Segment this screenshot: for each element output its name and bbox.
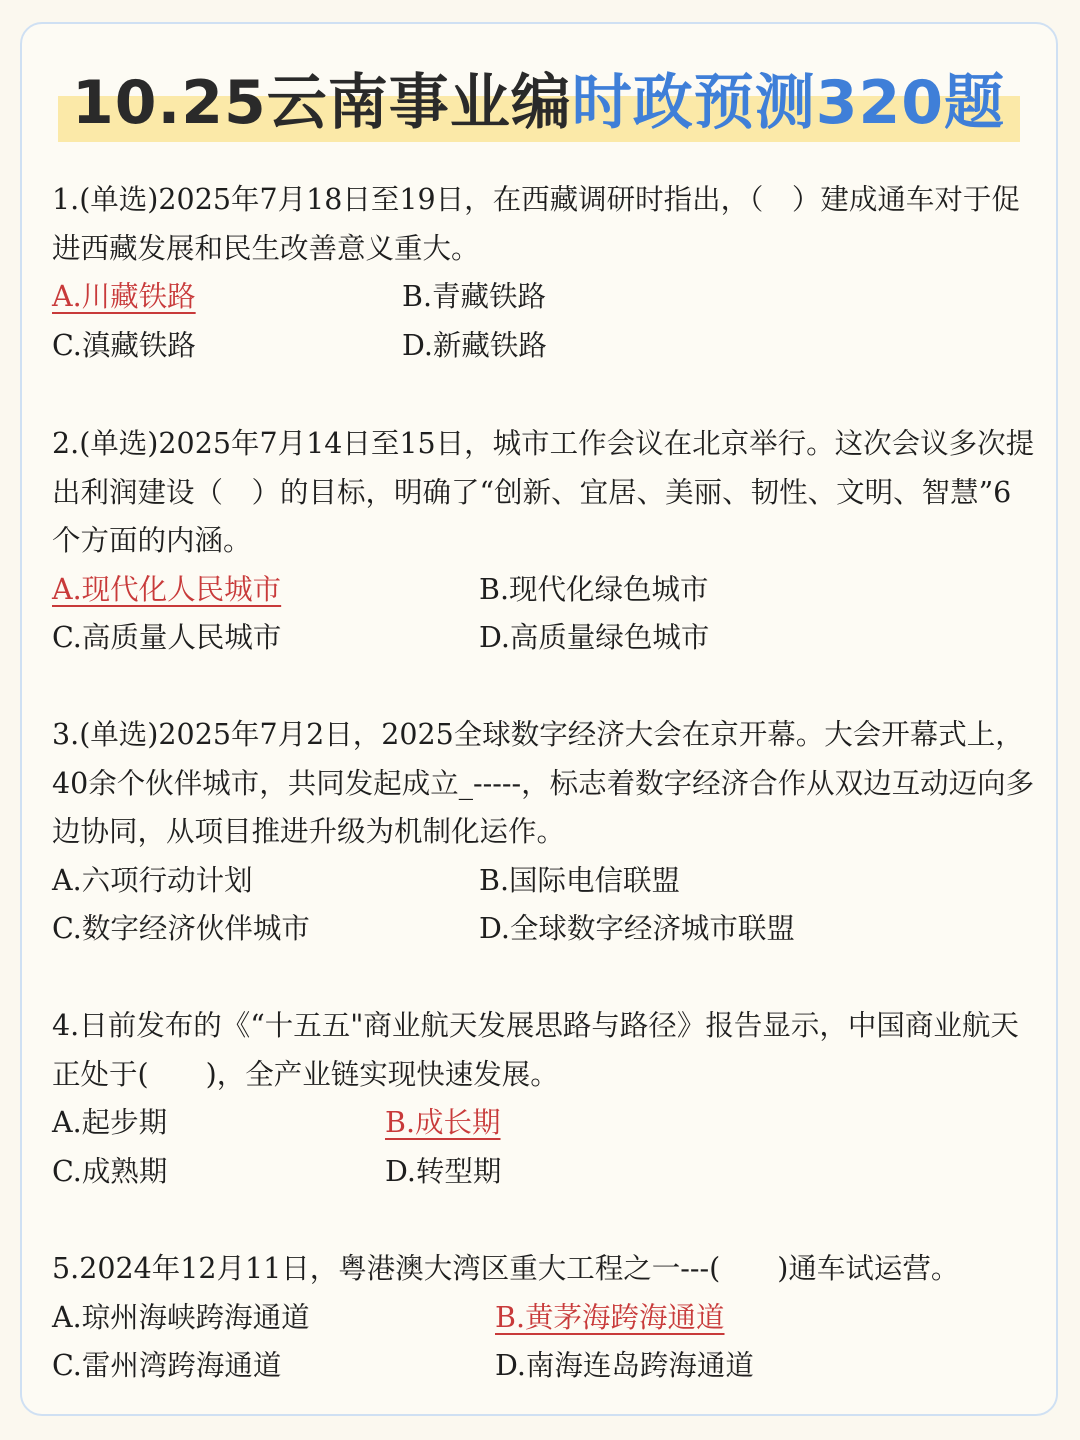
option-row <box>52 1099 1037 1148</box>
option-b-correct[interactable]: B.成长期 <box>385 1106 501 1139</box>
option-b[interactable]: B.现代化绿色城市 <box>479 572 709 606</box>
title-part-dark: 10.25云南事业编 <box>72 68 572 138</box>
option-row <box>52 1148 1037 1197</box>
option-a-correct[interactable]: A.现代化人民城市 <box>52 572 282 606</box>
option-row <box>52 1294 1037 1343</box>
option-row <box>52 614 1037 663</box>
option-c[interactable]: C.高质量人民城市 <box>52 621 282 654</box>
option-b[interactable]: B.青藏铁路 <box>402 280 547 313</box>
option-row <box>52 1342 1037 1391</box>
option-c[interactable]: C.成熟期 <box>52 1154 168 1188</box>
option-b[interactable]: B.国际电信联盟 <box>479 863 681 897</box>
question-1 <box>52 176 1037 370</box>
question-stem: 3.(单选)2025年7月2日，2025全球数字经济大会在京开幕。大会开幕式上，40余个伙伴城市，共同发起成立_-----，标志着数字经济合作从双边互动迈向多边协同，从项目推进升级为机制化运作。 <box>52 718 1035 848</box>
option-d[interactable]: D.新藏铁路 <box>402 328 547 362</box>
option-d[interactable]: D.南海连岛跨海通道 <box>495 1349 754 1382</box>
question-2 <box>52 420 1037 663</box>
question-4 <box>52 1002 1037 1196</box>
option-row <box>52 566 1037 615</box>
question-stem: 1.(单选)2025年7月18日至19日，在西藏调研时指出，（ ）建成通车对于促进西藏发展和民生改善意义重大。 <box>52 183 1020 265</box>
option-row <box>52 905 1037 954</box>
option-row <box>52 857 1037 906</box>
option-c[interactable]: C.滇藏铁路 <box>52 328 196 362</box>
question-stem: 4.日前发布的《“十五五"商业航天发展思路与路径》报告显示，中国商业航天正处于( )，全产业链实现快速发展。 <box>52 1009 1019 1091</box>
question-stem: 5.2024年12月11日，粤港澳大湾区重大工程之一---( )通车试运营。 <box>52 1252 960 1285</box>
option-c[interactable]: C.数字经济伙伴城市 <box>52 912 310 945</box>
question-stem: 2.(单选)2025年7月14日至15日，城市工作会议在北京举行。这次会议多次提出利润建设（ ）的目标，明确了“创新、宜居、美丽、韧性、文明、智慧”6个方面的内涵。 <box>52 427 1035 557</box>
option-a-correct[interactable]: A.川藏铁路 <box>52 280 196 313</box>
question-3 <box>52 711 1037 954</box>
option-a[interactable]: A.六项行动计划 <box>52 863 253 897</box>
option-b-correct[interactable]: B.黄茅海跨海通道 <box>495 1300 725 1334</box>
option-a[interactable]: A.琼州海峡跨海通道 <box>52 1300 310 1334</box>
option-d[interactable]: D.全球数字经济城市联盟 <box>479 912 795 945</box>
option-d[interactable]: D.高质量绿色城市 <box>479 621 710 654</box>
title-part-blue: 时政预测320题 <box>571 68 1006 138</box>
option-c[interactable]: C.雷州湾跨海通道 <box>52 1349 282 1382</box>
option-a[interactable]: A.起步期 <box>52 1106 168 1139</box>
option-row <box>52 322 1037 371</box>
option-d[interactable]: D.转型期 <box>385 1154 502 1188</box>
question-5 <box>52 1245 1037 1391</box>
page-title <box>72 58 1032 148</box>
option-row <box>52 273 1037 322</box>
